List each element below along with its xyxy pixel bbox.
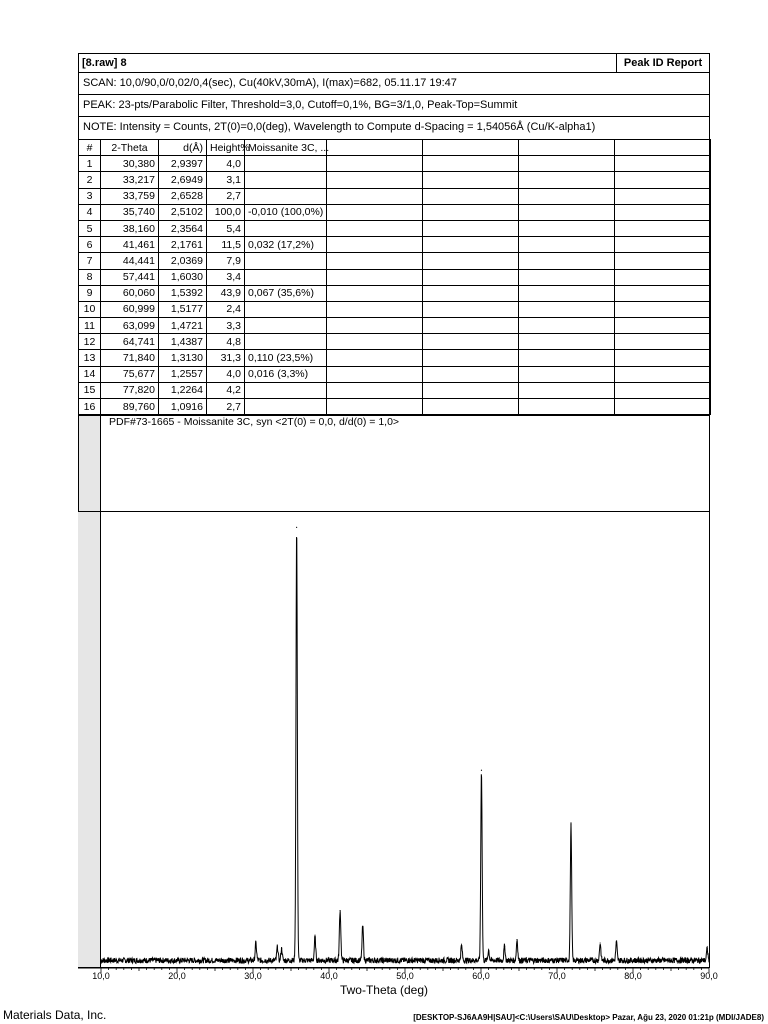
cell-height: 3,3 bbox=[207, 318, 245, 334]
peak-point bbox=[616, 942, 617, 943]
peak-point bbox=[277, 946, 278, 947]
pdf-card-label: PDF#73-1665 - Moissanite 3C, syn <2T(0) = 0,0, d/d(0) = 1,0> bbox=[109, 416, 400, 428]
note-line: NOTE: Intensity = Counts, 2T(0)=0,0(deg), Wavelength to Compute d-Spacing = 1,54056Å (Cu/K-alpha1) bbox=[78, 116, 710, 140]
cell-index: 16 bbox=[79, 399, 101, 415]
cell-height: 31,3 bbox=[207, 350, 245, 366]
cell-2theta: 35,740 bbox=[101, 204, 159, 220]
cell-2theta: 71,840 bbox=[101, 350, 159, 366]
cell-height: 11,5 bbox=[207, 237, 245, 253]
peak-point bbox=[600, 942, 601, 943]
col-header-height: Height% bbox=[207, 140, 245, 156]
cell-d: 2,6528 bbox=[159, 188, 207, 204]
cell-index: 12 bbox=[79, 334, 101, 350]
company-name: Materials Data, Inc. bbox=[3, 1008, 107, 1022]
peak-point bbox=[488, 949, 489, 950]
x-axis-label: Two-Theta (deg) bbox=[339, 983, 429, 997]
cell-phase-match: -0,010 (100,0%) bbox=[245, 204, 327, 220]
report-type-label: Peak ID Report bbox=[616, 54, 709, 72]
cell-height: 4,0 bbox=[207, 156, 245, 172]
x-tick-label: 40,0 bbox=[320, 971, 338, 981]
x-tick-label: 60,0 bbox=[472, 971, 490, 981]
cell-index: 15 bbox=[79, 382, 101, 398]
cell-index: 5 bbox=[79, 220, 101, 236]
cell-2theta: 30,380 bbox=[101, 156, 159, 172]
cell-height: 43,9 bbox=[207, 285, 245, 301]
cell-index: 1 bbox=[79, 156, 101, 172]
cell-index: 9 bbox=[79, 285, 101, 301]
cell-index: 4 bbox=[79, 204, 101, 220]
cell-2theta: 60,060 bbox=[101, 285, 159, 301]
peak-point bbox=[255, 942, 256, 943]
cell-2theta: 44,441 bbox=[101, 253, 159, 269]
col-header-index: # bbox=[79, 140, 101, 156]
peak-point bbox=[516, 939, 517, 940]
cell-height: 2,7 bbox=[207, 188, 245, 204]
peak-point bbox=[314, 936, 315, 937]
cell-height: 4,8 bbox=[207, 334, 245, 350]
cell-index: 14 bbox=[79, 366, 101, 382]
cell-d: 1,5177 bbox=[159, 301, 207, 317]
cell-index: 3 bbox=[79, 188, 101, 204]
cell-2theta: 75,677 bbox=[101, 366, 159, 382]
cell-d: 2,3564 bbox=[159, 220, 207, 236]
cell-d: 1,2264 bbox=[159, 382, 207, 398]
cell-index: 2 bbox=[79, 172, 101, 188]
cell-index: 7 bbox=[79, 253, 101, 269]
x-tick-label: 70,0 bbox=[548, 971, 566, 981]
x-tick-label: 20,0 bbox=[168, 971, 186, 981]
cell-d: 2,0369 bbox=[159, 253, 207, 269]
cell-phase-match: 0,016 (3,3%) bbox=[245, 366, 327, 382]
cell-d: 2,5102 bbox=[159, 204, 207, 220]
cell-2theta: 41,461 bbox=[101, 237, 159, 253]
cell-index: 13 bbox=[79, 350, 101, 366]
cell-height: 7,9 bbox=[207, 253, 245, 269]
cell-height: 4,2 bbox=[207, 382, 245, 398]
cell-index: 10 bbox=[79, 301, 101, 317]
cell-index: 11 bbox=[79, 318, 101, 334]
cell-2theta: 57,441 bbox=[101, 269, 159, 285]
cell-d: 1,0916 bbox=[159, 399, 207, 415]
col-header-d: d(Å) bbox=[159, 140, 207, 156]
x-tick-label: 30,0 bbox=[244, 971, 262, 981]
cell-d: 1,6030 bbox=[159, 269, 207, 285]
cell-2theta: 60,999 bbox=[101, 301, 159, 317]
cell-height: 2,7 bbox=[207, 399, 245, 415]
cell-d: 1,2557 bbox=[159, 366, 207, 382]
cell-2theta: 77,820 bbox=[101, 382, 159, 398]
col-header-phase: Moissanite 3C, ... bbox=[245, 140, 327, 156]
peak-point bbox=[362, 926, 363, 927]
x-tick-label: 90,0 bbox=[700, 971, 718, 981]
cell-2theta: 38,160 bbox=[101, 220, 159, 236]
peak-point bbox=[707, 948, 708, 949]
cell-2theta: 89,760 bbox=[101, 399, 159, 415]
cell-2theta: 33,759 bbox=[101, 188, 159, 204]
peak-point bbox=[570, 824, 571, 825]
cell-height: 4,0 bbox=[207, 366, 245, 382]
peak-point bbox=[296, 527, 297, 528]
cell-phase-match: 0,067 (35,6%) bbox=[245, 285, 327, 301]
cell-phase-match: 0,032 (17,2%) bbox=[245, 237, 327, 253]
scan-file-title: [8.raw] 8 bbox=[82, 57, 127, 69]
scan-parameters: SCAN: 10,0/90,0/0,02/0,4(sec), Cu(40kV,30mA), I(max)=682, 05.11.17 19:47 bbox=[78, 72, 710, 95]
cell-height: 3,4 bbox=[207, 269, 245, 285]
peak-point bbox=[504, 945, 505, 946]
peak-parameters: PEAK: 23-pts/Parabolic Filter, Threshold=3,0, Cutoff=0,1%, BG=3/1,0, Peak-Top=Summit bbox=[78, 94, 710, 117]
cell-height: 100,0 bbox=[207, 204, 245, 220]
cell-2theta: 64,741 bbox=[101, 334, 159, 350]
footer-path: [DESKTOP-SJ6AA9H|SAU]<C:\Users\SAU\Desktop> Pazar, Ağu 23, 2020 01:21p (MDI/JADE8) bbox=[413, 1013, 764, 1022]
cell-d: 2,1761 bbox=[159, 237, 207, 253]
peak-point bbox=[281, 948, 282, 949]
cell-d: 2,6949 bbox=[159, 172, 207, 188]
col-header-2theta: 2-Theta bbox=[101, 140, 159, 156]
cell-d: 1,3130 bbox=[159, 350, 207, 366]
peak-point bbox=[340, 910, 341, 911]
peak-point bbox=[481, 770, 482, 771]
cell-index: 8 bbox=[79, 269, 101, 285]
cell-height: 5,4 bbox=[207, 220, 245, 236]
cell-d: 1,4721 bbox=[159, 318, 207, 334]
cell-d: 1,5392 bbox=[159, 285, 207, 301]
x-tick-label: 10,0 bbox=[92, 971, 110, 981]
cell-height: 2,4 bbox=[207, 301, 245, 317]
peak-point bbox=[461, 945, 462, 946]
cell-d: 1,4387 bbox=[159, 334, 207, 350]
cell-2theta: 33,217 bbox=[101, 172, 159, 188]
x-tick-label: 80,0 bbox=[624, 971, 642, 981]
cell-2theta: 63,099 bbox=[101, 318, 159, 334]
cell-phase-match: 0,110 (23,5%) bbox=[245, 350, 327, 366]
x-tick-label: 50,0 bbox=[396, 971, 414, 981]
cell-index: 6 bbox=[79, 237, 101, 253]
cell-height: 3,1 bbox=[207, 172, 245, 188]
cell-d: 2,9397 bbox=[159, 156, 207, 172]
pattern-line bbox=[101, 537, 709, 963]
